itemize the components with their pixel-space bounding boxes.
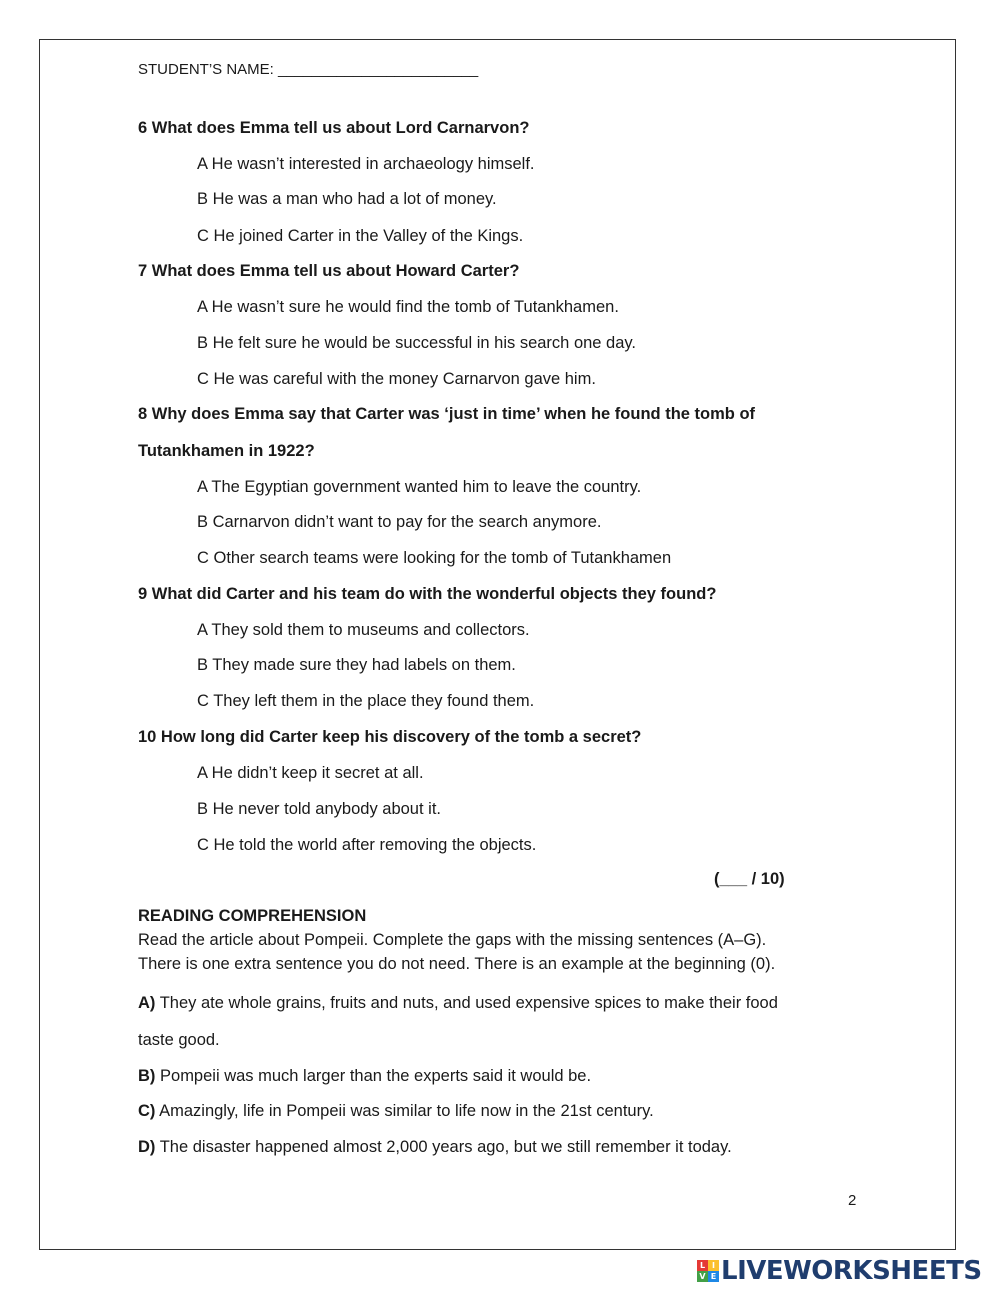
sentence-c-letter: C) [138, 1102, 156, 1120]
question-7-option-b[interactable]: B He felt sure he would be successful in his search one day. [197, 334, 637, 352]
question-8-option-b[interactable]: B Carnarvon didn’t want to pay for the search anymore. [197, 513, 602, 531]
question-7-option-c[interactable]: C He was careful with the money Carnarvon gave him. [197, 370, 596, 388]
question-10-option-a[interactable]: A He didn’t keep it secret at all. [197, 764, 424, 782]
question-9-option-a[interactable]: A They sold them to museums and collectors. [197, 621, 530, 639]
question-7-option-a[interactable]: A He wasn’t sure he would find the tomb of Tutankhamen. [197, 298, 619, 316]
question-9: 9 What did Carter and his team do with the wonderful objects they found? [138, 585, 717, 603]
question-7: 7 What does Emma tell us about Howard Carter? [138, 262, 520, 280]
question-9-option-c[interactable]: C They left them in the place they found them. [197, 692, 535, 710]
sentence-b [138, 1066, 591, 1086]
question-8-line-1: 8 Why does Emma say that Carter was ‘just in time’ when he found the tomb of [138, 405, 756, 423]
question-6-option-a[interactable]: A He wasn’t interested in archaeology himself. [197, 155, 535, 173]
sentence-c [138, 1101, 654, 1121]
student-name-field[interactable]: STUDENT’S NAME: ________________________ [138, 61, 479, 78]
question-9-option-b[interactable]: B They made sure they had labels on them. [197, 656, 516, 674]
badge-letter-e: E [708, 1271, 719, 1282]
question-10-option-c[interactable]: C He told the world after removing the objects. [197, 836, 537, 854]
sentence-c-text: Amazingly, life in Pompeii was similar to life now in the 21st century. [155, 1102, 654, 1120]
question-10-option-b[interactable]: B He never told anybody about it. [197, 800, 441, 818]
sentence-b-letter: B) [138, 1067, 156, 1085]
page-number: 2 [848, 1192, 857, 1209]
question-8-option-a[interactable]: A The Egyptian government wanted him to leave the country. [197, 478, 642, 496]
question-6: 6 What does Emma tell us about Lord Carnarvon? [138, 119, 530, 137]
liveworksheets-badge-icon [697, 1260, 719, 1282]
question-6-option-c[interactable]: C He joined Carter in the Valley of the Kings. [197, 227, 524, 245]
badge-letter-l: L [697, 1260, 708, 1271]
sentence-b-text: Pompeii was much larger than the experts said it would be. [155, 1067, 592, 1085]
sentence-a-line-2: taste good. [138, 1031, 220, 1049]
question-6-option-b[interactable]: B He was a man who had a lot of money. [197, 190, 497, 208]
reading-instructions-line-2: There is one extra sentence you do not need. There is an example at the beginning (0). [138, 955, 776, 973]
sentence-d-text: The disaster happened almost 2,000 years ago, but we still remember it today. [155, 1138, 732, 1156]
liveworksheets-logo[interactable] [697, 1258, 982, 1284]
question-10: 10 How long did Carter keep his discovery of the tomb a secret? [138, 728, 642, 746]
score-box[interactable]: (___ / 10) [714, 870, 785, 888]
liveworksheets-wordmark: LIVEWORKSHEETS [721, 1256, 982, 1286]
sentence-d [138, 1137, 732, 1157]
badge-letter-i: I [708, 1260, 719, 1271]
reading-instructions-line-1: Read the article about Pompeii. Complete the gaps with the missing sentences (A–G). [138, 931, 767, 949]
sentence-a-line-1 [138, 993, 778, 1013]
question-8-option-c[interactable]: C Other search teams were looking for the tomb of Tutankhamen [197, 549, 672, 567]
sentence-a-letter: A) [138, 994, 156, 1012]
sentence-a-text: They ate whole grains, fruits and nuts, and used expensive spices to make their food [155, 994, 778, 1012]
question-8-line-2: Tutankhamen in 1922? [138, 442, 315, 460]
badge-letter-v: V [697, 1271, 708, 1282]
sentence-d-letter: D) [138, 1138, 156, 1156]
reading-heading: READING COMPREHENSION [138, 907, 367, 925]
